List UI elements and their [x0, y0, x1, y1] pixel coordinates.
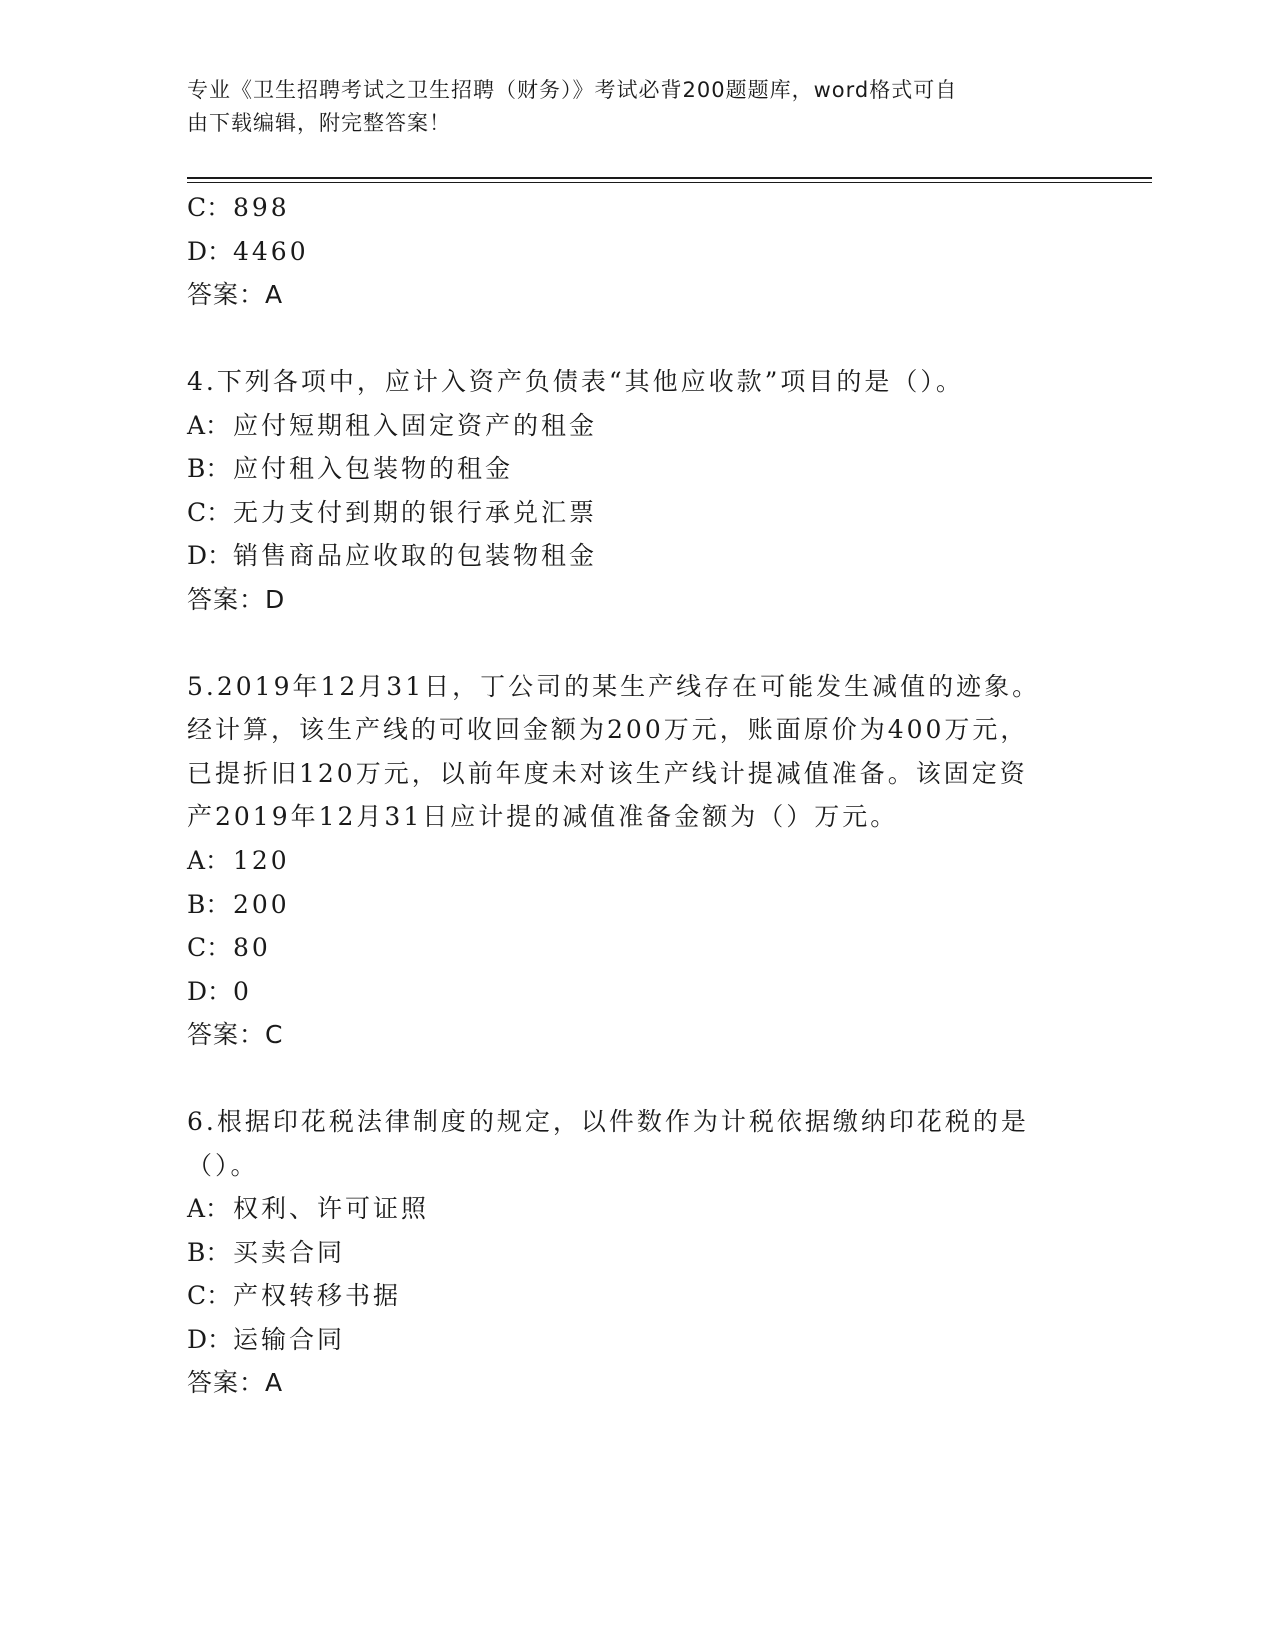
question-4-stem: 4.下列各项中，应计入资产负债表“其他应收款”项目的是（）。	[187, 367, 964, 396]
option-a: A： 权利、许可证照	[187, 1194, 430, 1223]
document-header	[187, 74, 1067, 140]
option-c: C：80	[187, 933, 271, 962]
header-title-line-2: 由下载编辑，附完整答案！	[187, 111, 451, 135]
answer-q3: 答案：A	[187, 280, 284, 309]
question-5-stem-line-3: 已提折旧120万元，以前年度未对该生产线计提减值准备。该固定资	[187, 759, 1028, 788]
question-5-stem-line-1: 5.2019年12月31日，丁公司的某生产线存在可能发生减值的迹象。	[187, 672, 1041, 701]
option-c: C：无力支付到期的银行承兑汇票	[187, 498, 598, 527]
question-6-stem-line-2: （）。	[187, 1151, 259, 1180]
option-d: D：运输合同	[187, 1325, 346, 1354]
answer-q5: 答案：C	[187, 1020, 284, 1049]
answer-q6: 答案：A	[187, 1368, 284, 1397]
option-d: D：0	[187, 977, 252, 1006]
option-a: A： 应付短期租入固定资产的租金	[187, 411, 598, 440]
header-divider-thick	[187, 177, 1152, 179]
question-5-stem-line-2: 经计算，该生产线的可收回金额为200万元，账面原价为400万元，	[187, 715, 1029, 744]
option-d: D：4460	[187, 237, 309, 266]
option-c: C：产权转移书据	[187, 1281, 402, 1310]
option-b: B： 应付租入包装物的租金	[187, 454, 514, 483]
answer-q4: 答案：D	[187, 585, 286, 614]
option-d: D：销售商品应收取的包装物租金	[187, 541, 598, 570]
option-a: A： 120	[187, 846, 290, 875]
question-6-stem-line-1: 6.根据印花税法律制度的规定，以件数作为计税依据缴纳印花税的是	[187, 1107, 1029, 1136]
option-c: C：898	[187, 193, 290, 222]
option-b: B： 200	[187, 890, 290, 919]
question-5-stem-line-4: 产2019年12月31日应计提的减值准备金额为（）万元。	[187, 802, 899, 831]
header-title-line-1: 专业《卫生招聘考试之卫生招聘（财务）》考试必背200题题库，word格式可自	[187, 78, 958, 102]
header-divider-thin	[187, 182, 1152, 183]
option-b: B： 买卖合同	[187, 1238, 346, 1267]
